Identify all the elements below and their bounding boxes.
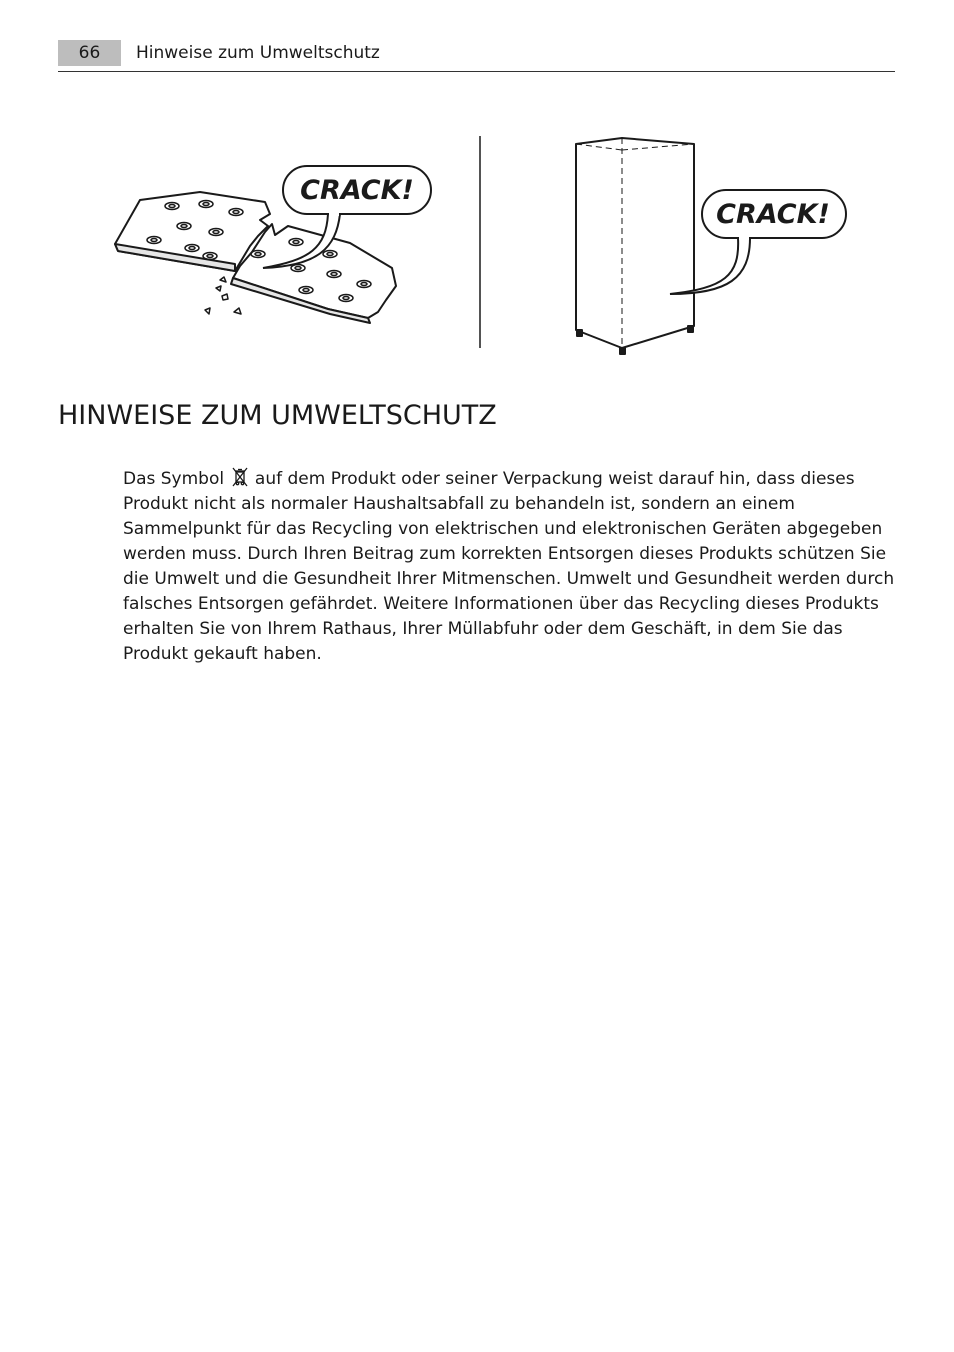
right-speech-bubble <box>670 190 846 294</box>
right-bubble-text: CRACK! <box>716 199 830 230</box>
body-text-after-icon: auf dem Produkt oder seiner Verpackung weist darauf hin, dass dieses Produkt nicht als normaler Haushaltsabfall zu behandeln ist, sondern an einem Sammelpunkt für das Recycling von elektrischen und elektronischen Geräten abgegeben werden muss. Durch Ihren Beitrag zum korrekten Entsorgen dieses Produkts schützen Sie die Umwelt und die Gesundheit Ihrer Mitmenschen. Umwelt und Gesundheit werden durch falsches Entsorgen gefährdet. Weitere Informationen über das Recycling dieses Produkts erhalten Sie von Ihrem Rathaus, Ihrer Müllabfuhr oder dem Geschäft, in dem Sie das Produkt gekauft haben. <box>123 469 895 664</box>
crossed-out-wheelie-bin-icon <box>232 467 248 487</box>
body-text-before-icon: Das Symbol <box>123 469 225 489</box>
section-body <box>123 467 898 667</box>
section-title: HINWEISE ZUM UMWELTSCHUTZ <box>58 400 497 431</box>
page-header <box>58 40 895 72</box>
illustration-svg <box>100 128 860 360</box>
left-bubble-text: CRACK! <box>300 175 414 206</box>
page-number: 66 <box>58 40 121 66</box>
header-title: Hinweise zum Umweltschutz <box>136 43 380 63</box>
illustrations <box>100 128 860 360</box>
appliance-cabinet-illustration <box>576 138 694 354</box>
